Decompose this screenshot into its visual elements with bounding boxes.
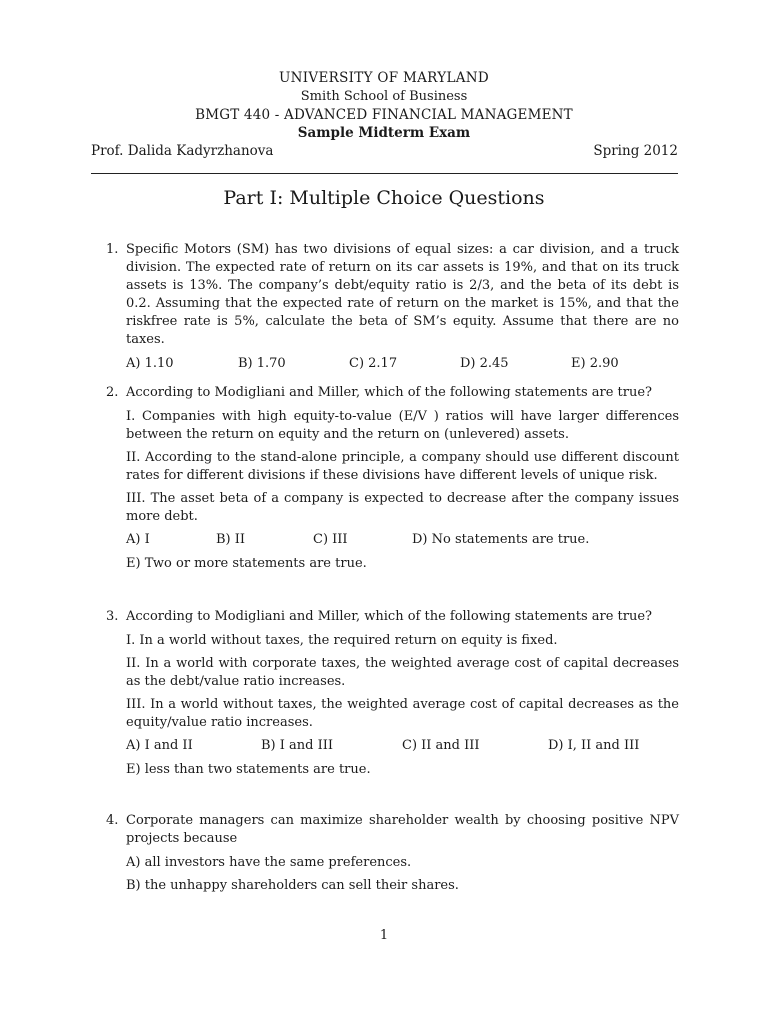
header-divider — [91, 173, 678, 174]
question-text: According to Modigliani and Miller, which of the following statements are true? — [126, 609, 653, 624]
question-2 — [91, 384, 679, 573]
statement-iii: III. The asset beta of a company is expected to decrease after the company issues more debt. — [126, 491, 679, 524]
option-a: A) all investors have the same preferences. — [126, 855, 412, 870]
exam-term: Spring 2012 — [593, 143, 678, 159]
statement-i: I. In a world without taxes, the required return on equity is fixed. — [126, 633, 558, 648]
exam-title: Sample Midterm Exam — [297, 125, 471, 141]
option-d: D) 2.45 — [460, 356, 509, 371]
answer-options — [126, 355, 679, 373]
statement-ii: II. In a world with corporate taxes, the weighted average cost of capital decreases as the debt/value ratio increases. — [126, 656, 679, 689]
option-e: E) Two or more statements are true. — [126, 556, 367, 571]
question-text: Corporate managers can maximize shareholder wealth by choosing positive NPV projects because — [126, 813, 679, 846]
page-number: 1 — [379, 928, 389, 943]
option-b: B) 1.70 — [238, 356, 286, 371]
part-title: Part I: Multiple Choice Questions — [223, 187, 545, 209]
option-e: E) less than two statements are true. — [126, 762, 371, 777]
option-a: A) I — [126, 532, 150, 547]
option-b: B) I and III — [261, 738, 334, 753]
answer-options — [126, 531, 679, 549]
school-name: Smith School of Business — [300, 89, 468, 104]
question-number: 4. — [106, 813, 119, 828]
question-number: 3. — [106, 609, 119, 624]
option-a: A) I and II — [126, 738, 193, 753]
course-title: BMGT 440 - ADVANCED FINANCIAL MANAGEMENT — [195, 107, 573, 123]
option-d: D) I, II and III — [548, 738, 640, 753]
option-c: C) 2.17 — [349, 356, 398, 371]
option-e: E) 2.90 — [571, 356, 619, 371]
question-1 — [91, 241, 679, 373]
option-d: D) No statements are true. — [412, 532, 590, 547]
option-c: C) III — [313, 532, 348, 547]
option-c: C) II and III — [402, 738, 480, 753]
question-4 — [91, 812, 679, 900]
statement-iii: III. In a world without taxes, the weighted average cost of capital decreases as the equity/value ratio increases. — [126, 697, 679, 730]
question-number: 2. — [106, 385, 119, 400]
question-number: 1. — [106, 242, 119, 257]
university-name: UNIVERSITY OF MARYLAND — [279, 70, 489, 86]
question-3 — [91, 608, 679, 779]
professor-name: Prof. Dalida Kadyrzhanova — [91, 143, 274, 159]
option-b: B) II — [216, 532, 246, 547]
option-b: B) the unhappy shareholders can sell their shares. — [126, 878, 459, 893]
question-text: According to Modigliani and Miller, which of the following statements are true? — [126, 385, 653, 400]
statement-ii: II. According to the stand-alone principle, a company should use different discount rates for different divisions if these divisions have different levels of unique risk. — [126, 450, 679, 483]
answer-options — [126, 737, 679, 755]
option-a: A) 1.10 — [126, 356, 174, 371]
question-text: Specific Motors (SM) has two divisions of equal sizes: a car division, and a truck division. The expected rate of return on its car assets is 19%, and that on its truck assets is 13%. The company’s debt/equity ratio is 2/3, and the beta of its debt is 0.2. Assuming that the expected rate of return on the market is 15%, and that the riskfree rate is 5%, calculate the beta of SM’s equity. Assume that there are no taxes. — [126, 242, 679, 347]
statement-i: I. Companies with high equity-to-value (E/V ) ratios will have larger differences between the return on equity and the return on (unlevered) assets. — [126, 409, 679, 442]
